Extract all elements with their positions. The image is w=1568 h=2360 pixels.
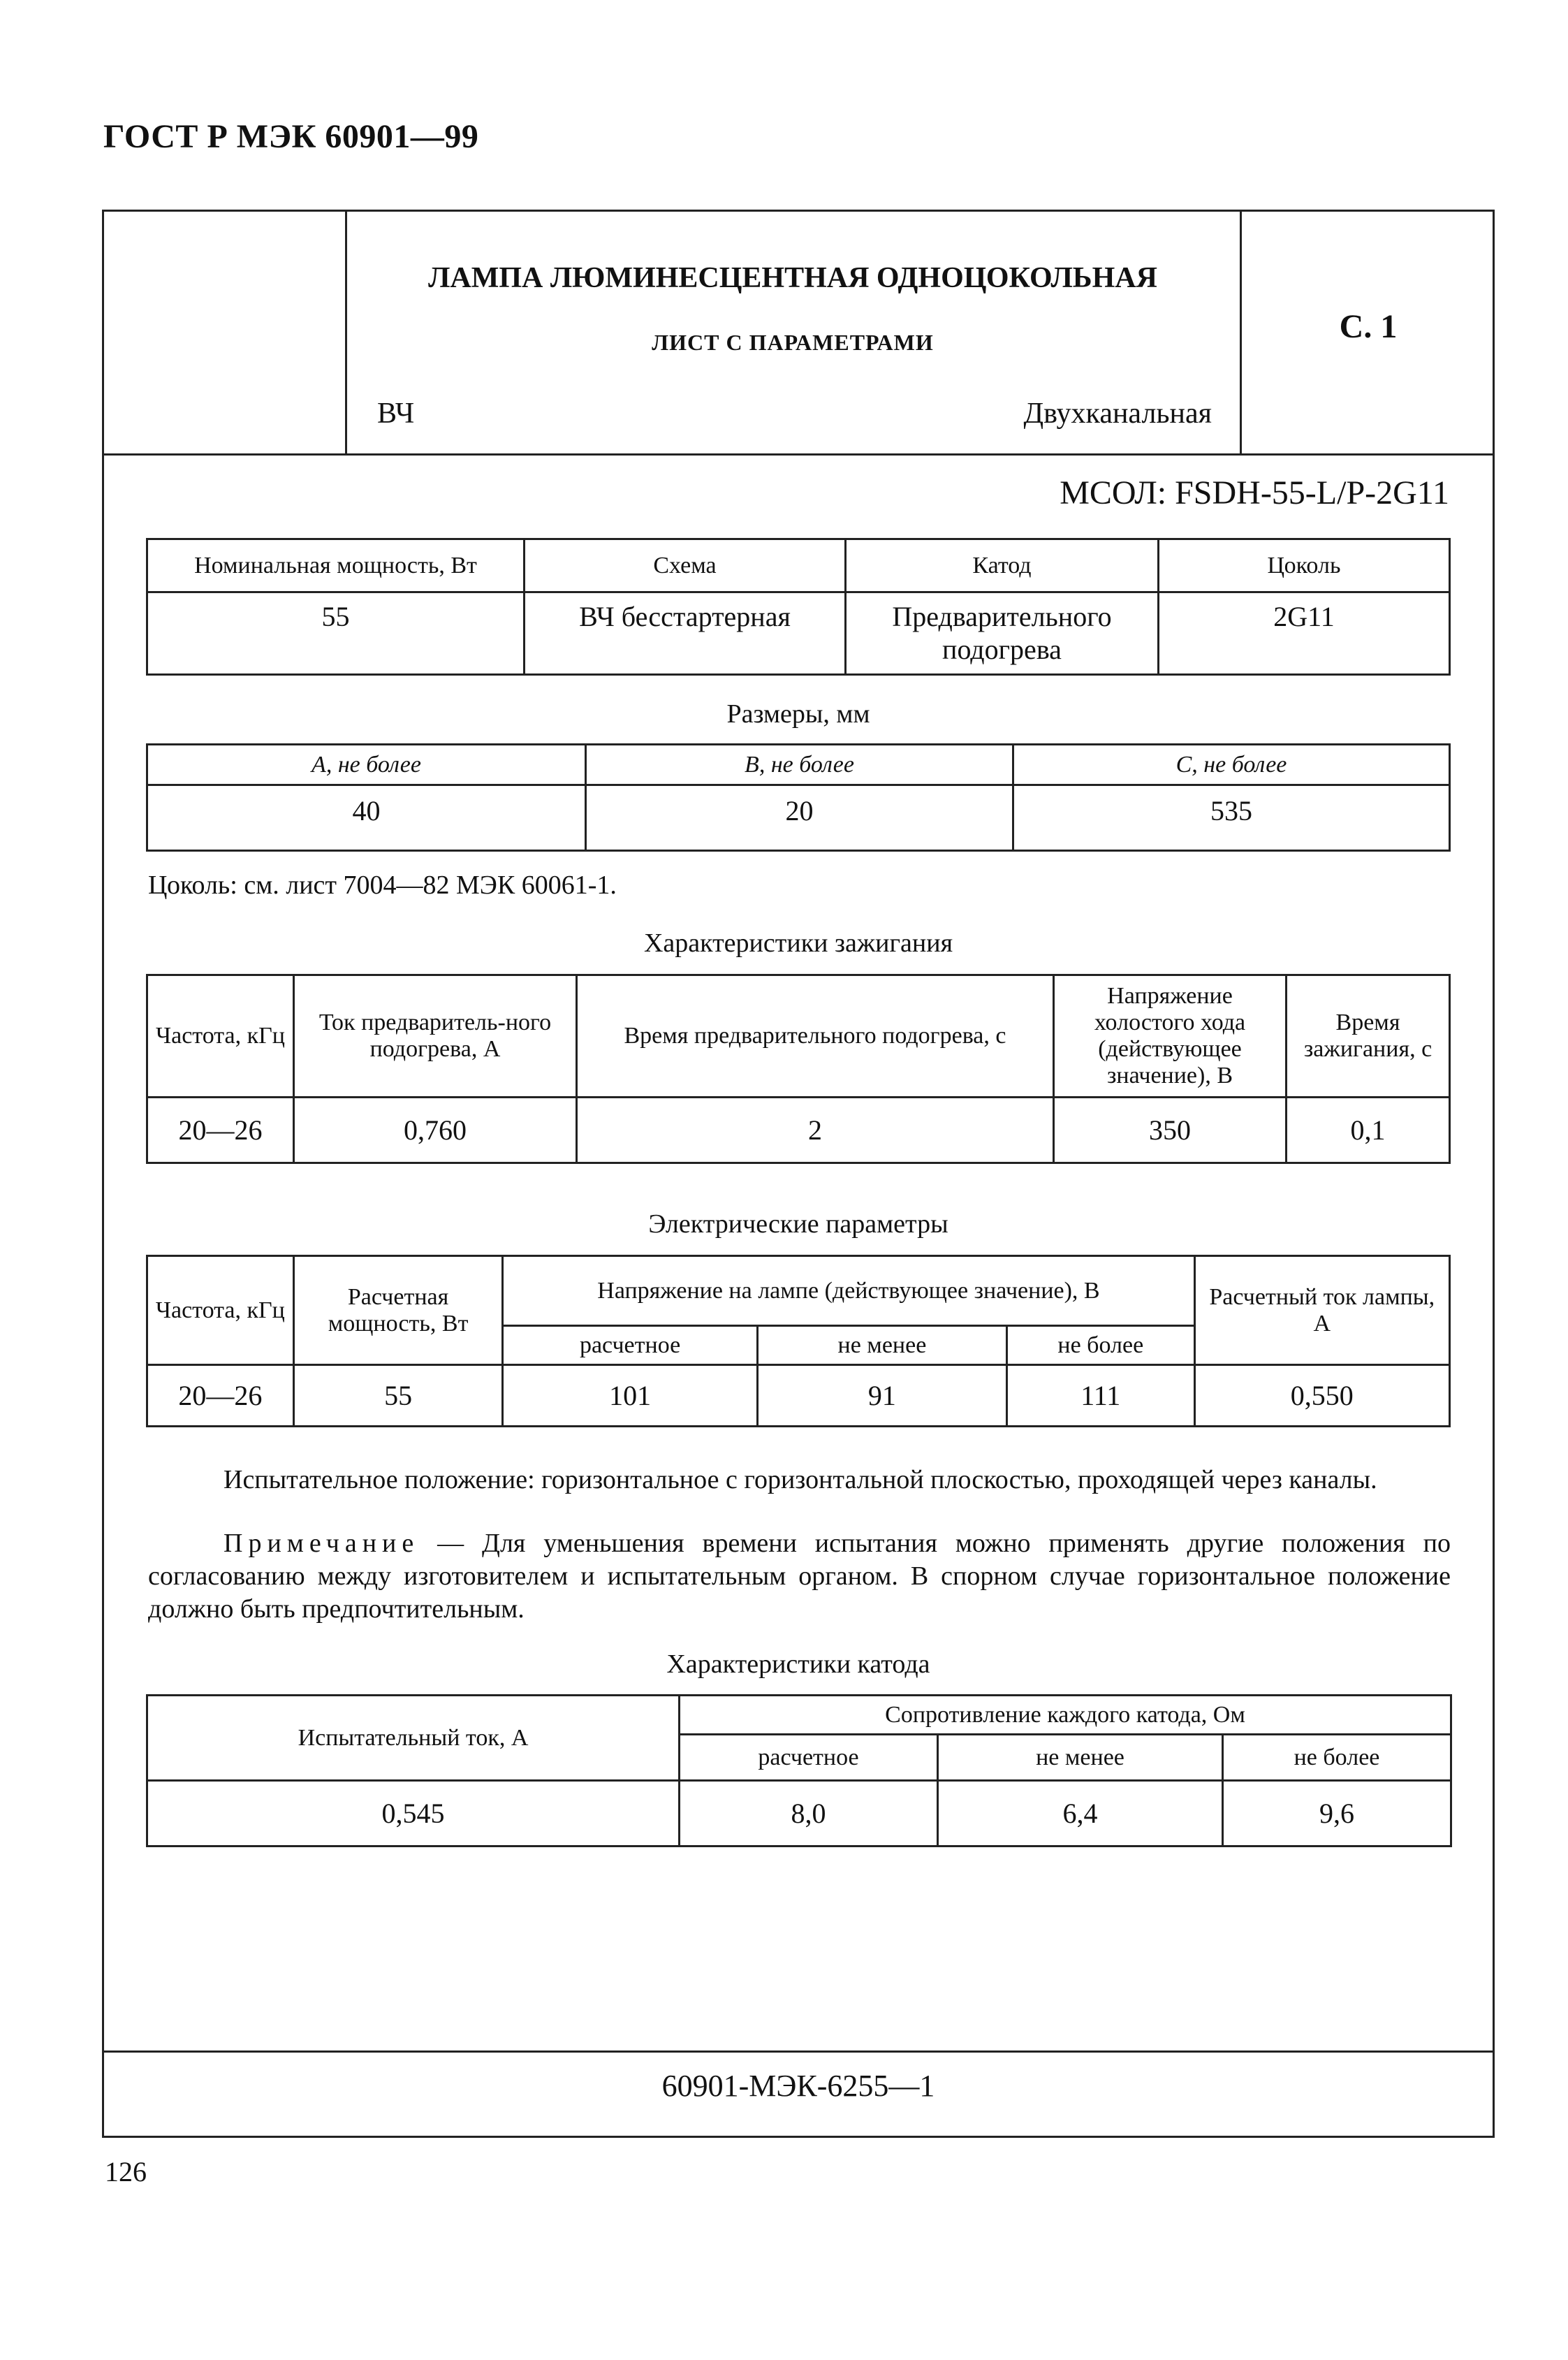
table-cell: 20: [586, 785, 1013, 851]
table-cell: 111: [1007, 1365, 1194, 1427]
table-cell: 8,0: [680, 1781, 938, 1847]
table-header: Сопротивление каждого катода, Ом: [680, 1696, 1451, 1735]
sheet-page: С. 1: [1339, 308, 1398, 345]
footer-divider: [102, 2051, 1495, 2053]
table-cell: 6,4: [938, 1781, 1223, 1847]
table-cell: 350: [1054, 1098, 1287, 1163]
table-cell: 101: [503, 1365, 757, 1427]
table-header: Расчетный ток лампы, А: [1194, 1256, 1449, 1365]
table-header: Напряжение холостого хода (действующее значение), В: [1054, 975, 1287, 1098]
test-position-note: [148, 1527, 1451, 1626]
general-table: [146, 538, 1451, 676]
header-right-label: Двухканальная: [1023, 398, 1212, 430]
table-cell: ВЧ бесстартерная: [525, 592, 846, 675]
table-header: Схема: [525, 539, 846, 592]
electrical-table: [146, 1255, 1451, 1427]
table-header: Испытательный ток, А: [147, 1696, 680, 1781]
lamp-designation: МСОЛ: FSDH-55-L/P-2G11: [1060, 474, 1449, 511]
electrical-caption: Электрические параметры: [648, 1209, 948, 1239]
table-cell: 2G11: [1159, 592, 1450, 675]
table-header: не более: [1007, 1326, 1194, 1365]
table-header: А, не более: [147, 745, 586, 785]
table-header: Время зажигания, с: [1287, 975, 1450, 1098]
table-cell: 55: [147, 592, 525, 675]
table-header: расчетное: [503, 1326, 757, 1365]
cap-note: Цоколь: см. лист 7004—82 МЭК 60061-1.: [148, 871, 617, 900]
table-header: Расчетная мощность, Вт: [293, 1256, 503, 1365]
ignition-table: [146, 974, 1451, 1164]
standard-title: ГОСТ Р МЭК 60901—99: [103, 118, 479, 155]
table-header: С, не более: [1013, 745, 1450, 785]
table-cell: 9,6: [1223, 1781, 1451, 1847]
table-cell: 0,1: [1287, 1098, 1450, 1163]
table-cell: 0,545: [147, 1781, 680, 1847]
table-header: Катод: [846, 539, 1159, 592]
table-header: не менее: [757, 1326, 1006, 1365]
page-number: 126: [105, 2156, 147, 2187]
header-left-label: ВЧ: [377, 398, 415, 430]
table-cell: 535: [1013, 785, 1450, 851]
dimensions-caption: Размеры, мм: [726, 699, 870, 729]
table-header: Частота, кГц: [147, 975, 294, 1098]
table-header: Ток предваритель-ного подогрева, А: [294, 975, 577, 1098]
cathode-caption: Характеристики катода: [666, 1649, 930, 1679]
table-header: Время предварительного подогрева, с: [577, 975, 1054, 1098]
note-text: — Для уменьшения времени испытания можно применять другие положения по согласованию между изготовителем и испытательным органом. В спорном случае горизонтальное положение должно быть предпочтительным.: [148, 1529, 1451, 1624]
sheet-subtitle: ЛИСТ С ПАРАМЕТРАМИ: [652, 330, 934, 355]
cathode-table: [146, 1694, 1452, 1847]
sheet-code: 60901-МЭК-6255—1: [661, 2069, 935, 2103]
sheet-title: ЛАМПА ЛЮМИНЕСЦЕНТНАЯ ОДНОЦОКОЛЬНАЯ: [428, 262, 1157, 294]
note-label: Примечание: [224, 1529, 420, 1558]
table-cell: 0,760: [294, 1098, 577, 1163]
table-cell: 91: [757, 1365, 1006, 1427]
table-cell: 40: [147, 785, 586, 851]
table-cell: 55: [293, 1365, 503, 1427]
table-cell: 20—26: [147, 1098, 294, 1163]
test-position-text: Испытательное положение: горизонтальное с горизонтальной плоскостью, проходящей через каналы.: [224, 1465, 1377, 1494]
dimensions-table: [146, 743, 1451, 852]
table-cell: Предварительного подогрева: [846, 592, 1159, 675]
table-cell: 0,550: [1194, 1365, 1449, 1427]
table-header: расчетное: [680, 1735, 938, 1781]
ignition-caption: Характеристики зажигания: [643, 928, 953, 958]
table-header: Частота, кГц: [147, 1256, 294, 1365]
table-cell: 2: [577, 1098, 1054, 1163]
table-header: не менее: [938, 1735, 1223, 1781]
table-header: Номинальная мощность, Вт: [147, 539, 525, 592]
table-header: В, не более: [586, 745, 1013, 785]
table-header: не более: [1223, 1735, 1451, 1781]
header-divider-left: [345, 210, 347, 456]
table-header: Напряжение на лампе (действующее значение), В: [503, 1256, 1194, 1326]
table-cell: 20—26: [147, 1365, 294, 1427]
table-header: Цоколь: [1159, 539, 1450, 592]
